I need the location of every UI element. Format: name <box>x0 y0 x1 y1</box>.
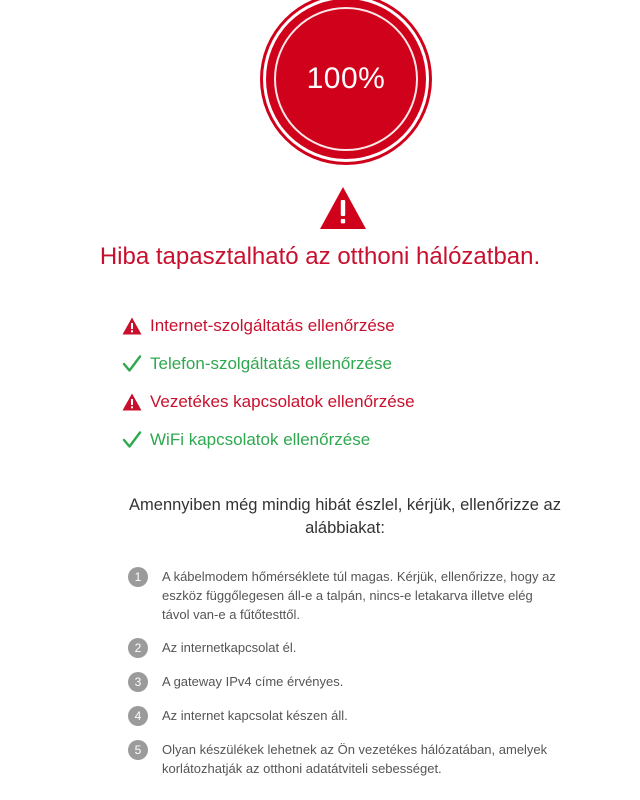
warning-icon <box>121 391 143 413</box>
step-text: A kábelmodem hőmérséklete túl magas. Kérjük, ellenőrizze, hogy az eszköz függőlegesen áll-e a talpán, nincs-e letakarva illetve elég távol van-e a fűtőtesttől. <box>162 569 556 622</box>
list-item <box>128 740 568 778</box>
check-item-wifi <box>121 421 415 459</box>
step-text: A gateway IPv4 címe érvényes. <box>162 674 344 689</box>
warning-icon <box>121 315 143 337</box>
progress-circle <box>266 0 426 159</box>
check-item-internet <box>121 307 415 345</box>
list-item <box>128 706 568 726</box>
advice-title <box>0 494 640 540</box>
checkmark-icon <box>121 353 143 375</box>
check-item-phone <box>121 345 415 383</box>
list-item <box>128 638 568 658</box>
check-label: WiFi kapcsolatok ellenőrzése <box>150 430 371 449</box>
step-number-badge: 5 <box>128 740 148 760</box>
check-label: Internet-szolgáltatás ellenőrzése <box>150 316 395 335</box>
list-item <box>128 672 568 692</box>
list-item <box>128 567 568 624</box>
step-number-badge: 2 <box>128 638 148 658</box>
step-text: Az internetkapcsolat él. <box>162 640 297 655</box>
advice-title-text: Amennyiben még mindig hibát észlel, kérjük, ellenőrizze az alábbiakat: <box>129 496 561 537</box>
error-title: Hiba tapasztalható az otthoni hálózatban. <box>99 243 541 270</box>
step-number-badge: 4 <box>128 706 148 726</box>
progress-label: 100% <box>306 62 386 95</box>
step-list <box>128 567 568 792</box>
check-item-wired <box>121 383 415 421</box>
checkmark-icon <box>121 429 143 451</box>
check-label: Vezetékes kapcsolatok ellenőrzése <box>150 392 415 411</box>
step-text: Az internet kapcsolat készen áll. <box>162 708 348 723</box>
check-label: Telefon-szolgáltatás ellenőrzése <box>150 354 392 373</box>
step-text: Olyan készülékek lehetnek az Ön vezetékes hálózatában, amelyek korlátozhatják az otthoni adatátviteli sebességet. <box>162 742 548 776</box>
warning-triangle-icon <box>319 186 367 230</box>
check-list <box>121 307 415 459</box>
step-number-badge: 1 <box>128 567 148 587</box>
step-number-badge: 3 <box>128 672 148 692</box>
